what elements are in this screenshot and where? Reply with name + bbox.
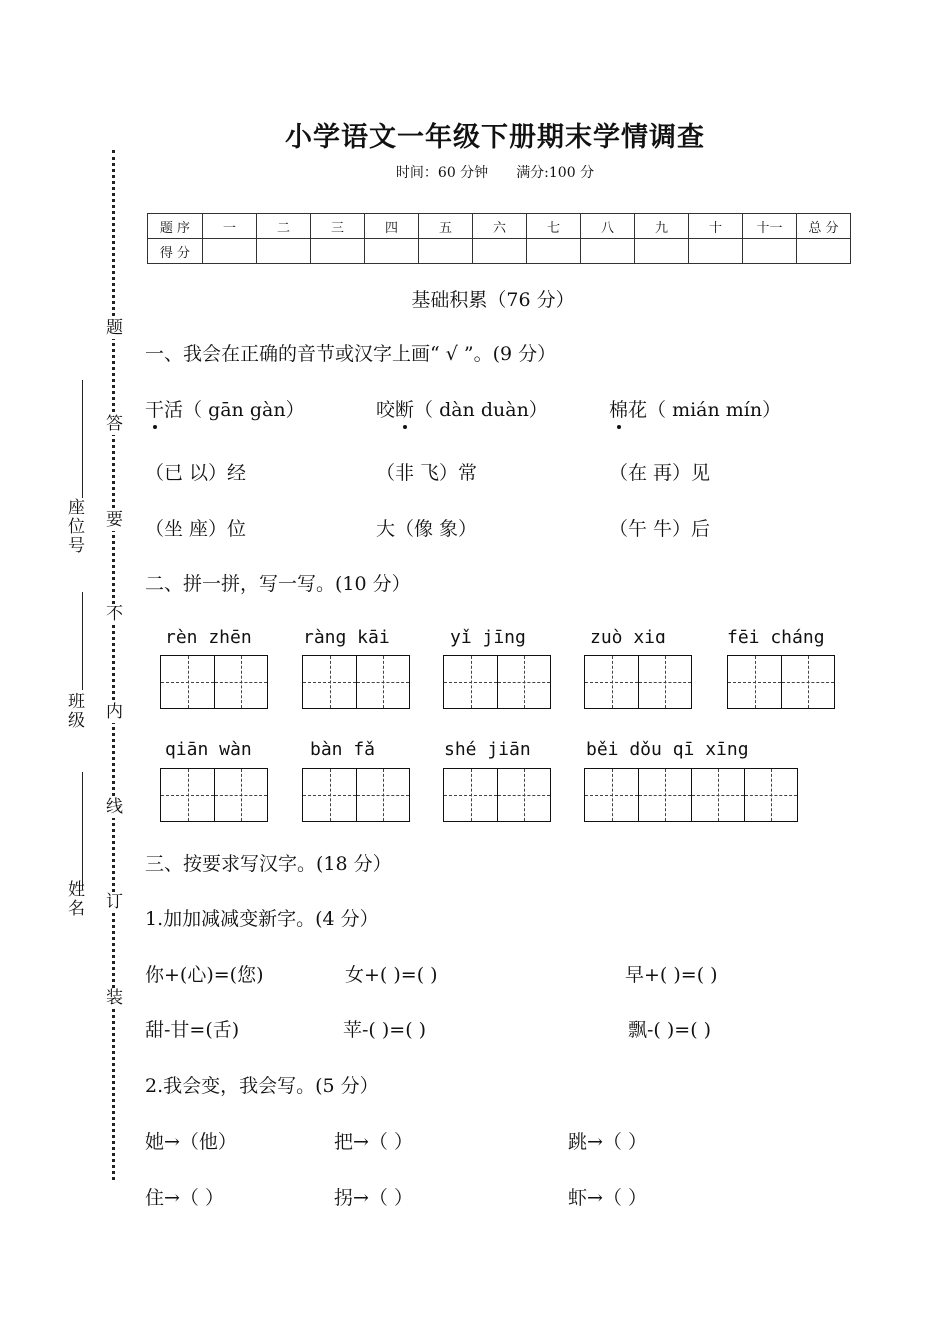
q1-item-3-char-b: 花 [628, 399, 648, 421]
q3-sub1-item-2[interactable]: 女+( )=( ) [345, 964, 438, 986]
q2-write-grid-4[interactable] [584, 655, 692, 709]
q1-item-7[interactable]: （坐 座）位 [145, 518, 247, 540]
write-cell[interactable] [356, 769, 409, 821]
write-cell[interactable] [638, 656, 691, 708]
name-label: 姓名 [64, 880, 84, 918]
q3-sub2-item-5[interactable]: 拐→（ ） [334, 1187, 413, 1209]
col-9: 九 [635, 214, 689, 239]
col-5: 五 [419, 214, 473, 239]
side-char-da: 答 [106, 414, 123, 434]
score-cell[interactable] [365, 239, 419, 264]
q2-pinyin-8: shé jiān [444, 739, 531, 760]
write-cell[interactable] [744, 769, 797, 821]
side-char-bu: 不 [106, 604, 123, 624]
q2-write-grid-8[interactable] [443, 768, 551, 822]
write-cell[interactable] [497, 656, 550, 708]
q2-pinyin-4: zuò xiɑ [590, 627, 666, 648]
write-cell[interactable] [781, 656, 834, 708]
write-cell[interactable] [691, 769, 744, 821]
q2-pinyin-9: běi dǒu qī xīng [586, 739, 749, 760]
q2-write-grid-9[interactable] [584, 768, 798, 822]
score-table-score-row [148, 239, 851, 264]
q1-item-3-char-a: 棉 [609, 399, 629, 421]
q1-item-4[interactable]: （已 以）经 [145, 462, 247, 484]
class-label: 班级 [64, 692, 84, 730]
write-cell[interactable] [303, 769, 356, 821]
q1-item-2-char-b: 断 [395, 399, 415, 421]
q2-pinyin-5: fēi cháng [727, 627, 825, 648]
q1-item-5[interactable]: （非 飞）常 [376, 462, 478, 484]
side-char-zhuang: 装 [106, 988, 123, 1008]
q3-sub1-item-4: 甜-甘=(舌) [145, 1019, 240, 1041]
q3-sub1-item-5[interactable]: 苹-( )=( ) [343, 1019, 427, 1041]
q1-item-8[interactable]: 大（像 象） [376, 518, 478, 540]
col-10: 十 [689, 214, 743, 239]
q2-pinyin-3: yǐ jīng [450, 627, 526, 648]
write-cell[interactable] [214, 769, 267, 821]
q2-title: 二、拼一拼，写一写。(10 分） [145, 573, 411, 595]
q2-pinyin-7: bàn fǎ [310, 739, 376, 760]
q1-item-9[interactable]: （午 牛）后 [609, 518, 711, 540]
score-cell[interactable] [689, 239, 743, 264]
q2-write-grid-2[interactable] [302, 655, 410, 709]
q3-sub1-title: 1.加加减减变新字。(4 分） [145, 908, 379, 930]
full-score: 满分:100 分 [516, 165, 595, 181]
exam-info [0, 162, 950, 182]
q2-write-grid-5[interactable] [727, 655, 835, 709]
score-cell[interactable] [473, 239, 527, 264]
q1-item-1 [145, 395, 305, 422]
side-char-nei: 内 [106, 702, 123, 722]
q2-write-grid-1[interactable] [160, 655, 268, 709]
q2-write-grid-7[interactable] [302, 768, 410, 822]
write-cell[interactable] [585, 769, 638, 821]
col-7: 七 [527, 214, 581, 239]
time-limit: 时间：60 分钟 [395, 165, 489, 181]
name-underline [82, 772, 83, 890]
q1-item-1-char-a: 干 [145, 399, 165, 421]
score-table-header-row [148, 214, 851, 239]
write-cell[interactable] [585, 656, 638, 708]
col-11: 十一 [743, 214, 797, 239]
col-8: 八 [581, 214, 635, 239]
side-char-ti: 题 [106, 318, 123, 338]
score-table [147, 213, 851, 264]
write-cell[interactable] [638, 769, 691, 821]
score-cell[interactable] [311, 239, 365, 264]
score-cell[interactable] [581, 239, 635, 264]
write-cell[interactable] [444, 656, 497, 708]
q1-item-3 [609, 395, 781, 422]
col-4: 四 [365, 214, 419, 239]
q1-item-3-pinyin[interactable]: （ mián mín） [647, 399, 782, 421]
col-1: 一 [203, 214, 257, 239]
write-cell[interactable] [161, 656, 214, 708]
score-cell[interactable] [419, 239, 473, 264]
q3-sub1-item-1: 你+(心)=(您) [145, 964, 264, 986]
seat-underline [82, 380, 83, 498]
q2-pinyin-1: rèn zhēn [165, 627, 252, 648]
part1-title: 基础积累（76 分） [411, 289, 575, 311]
score-cell[interactable] [743, 239, 797, 264]
side-char-ding: 订 [106, 892, 123, 912]
score-cell[interactable] [203, 239, 257, 264]
side-char-yao: 要 [106, 510, 123, 530]
q1-item-1-char-b: 活 [164, 399, 184, 421]
q2-pinyin-2: ràng kāi [303, 627, 390, 648]
q3-sub2-item-4[interactable]: 住→（ ） [145, 1187, 224, 1209]
q1-item-2-char-a: 咬 [376, 399, 396, 421]
row-label-score: 得 分 [148, 239, 203, 264]
write-cell[interactable] [728, 656, 781, 708]
q1-item-1-pinyin[interactable]: （ gān gàn） [183, 399, 305, 421]
page-title: 小学语文一年级下册期末学情调查 [285, 122, 705, 153]
row-label-order: 题 序 [148, 214, 203, 239]
q2-write-grid-3[interactable] [443, 655, 551, 709]
write-cell[interactable] [356, 656, 409, 708]
write-cell[interactable] [497, 769, 550, 821]
write-cell[interactable] [303, 656, 356, 708]
q1-item-2-pinyin[interactable]: （ dàn duàn） [414, 399, 548, 421]
q2-write-grid-6[interactable] [160, 768, 268, 822]
q3-sub2-item-3[interactable]: 跳→（ ） [568, 1131, 647, 1153]
score-cell[interactable] [527, 239, 581, 264]
q2-pinyin-6: qiān wàn [165, 739, 252, 760]
write-cell[interactable] [444, 769, 497, 821]
col-total: 总 分 [797, 214, 851, 239]
q3-sub2-item-2[interactable]: 把→（ ） [334, 1131, 413, 1153]
q3-sub1-item-3[interactable]: 早+( )=( ) [625, 964, 718, 986]
q3-sub1-item-6[interactable]: 飘-( )=( ) [628, 1019, 712, 1041]
write-cell[interactable] [161, 769, 214, 821]
q1-title: 一、我会在正确的音节或汉字上画“ √ ”。(9 分） [145, 343, 557, 365]
col-6: 六 [473, 214, 527, 239]
col-3: 三 [311, 214, 365, 239]
q3-sub2-item-1: 她→（他） [145, 1131, 237, 1153]
score-cell-total[interactable] [797, 239, 851, 264]
q3-title: 三、按要求写汉字。(18 分） [145, 853, 392, 875]
q3-sub2-title: 2.我会变，我会写。(5 分） [145, 1075, 379, 1097]
score-cell[interactable] [635, 239, 689, 264]
q1-item-2 [376, 395, 548, 422]
side-char-xian: 线 [106, 797, 123, 817]
q3-sub2-item-6[interactable]: 虾→（ ） [568, 1187, 647, 1209]
col-2: 二 [257, 214, 311, 239]
write-cell[interactable] [214, 656, 267, 708]
class-underline [82, 592, 83, 690]
seat-label: 座位号 [64, 498, 84, 555]
q1-item-6[interactable]: （在 再）见 [609, 462, 711, 484]
score-cell[interactable] [257, 239, 311, 264]
